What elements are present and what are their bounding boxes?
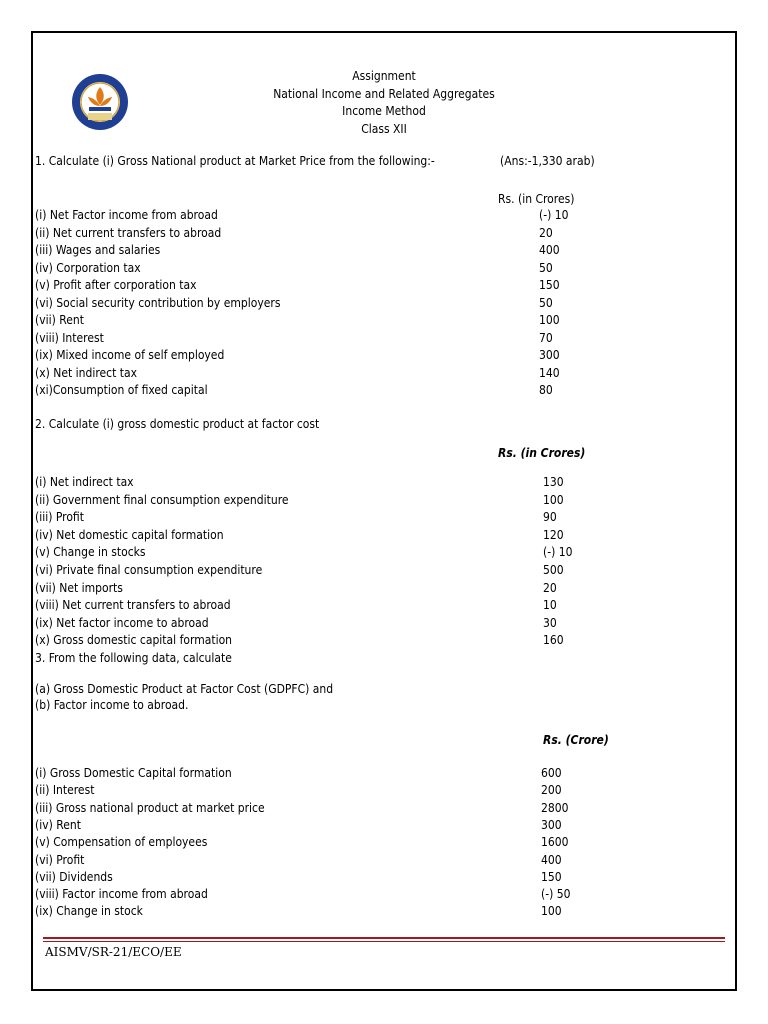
q1-answer: (Ans:-1,330 arab) — [500, 154, 595, 168]
q3-item-label: (vi) Profit — [35, 852, 85, 867]
q3-item-label: (ii) Interest — [35, 783, 95, 798]
q2-item-value: 20 — [543, 580, 557, 595]
q1-item-value: 400 — [539, 243, 560, 257]
q3-item-value: 1600 — [541, 835, 569, 850]
q3-item-label: (ix) Change in stock — [35, 904, 143, 919]
q3-item-value: 400 — [541, 852, 562, 867]
q2-item-value: 130 — [543, 475, 564, 489]
q3-item-value: 200 — [541, 783, 562, 798]
q3-item-value: 2800 — [541, 800, 569, 815]
q2-item-label: (v) Change in stocks — [35, 545, 146, 560]
q2-item-label: (viii) Net current transfers to abroad — [35, 598, 231, 613]
header-line-class: Class XII — [361, 121, 407, 136]
q1-item-value: 70 — [539, 330, 553, 345]
q3-item-label: (vii) Dividends — [35, 869, 113, 884]
q2-item-label: (i) Net indirect tax — [35, 475, 134, 489]
q1-item-value: (-) 10 — [539, 208, 569, 222]
q1-item-label: (v) Profit after corporation tax — [35, 278, 197, 292]
q2-item-label: (iii) Profit — [35, 510, 84, 525]
q3-part-b: (b) Factor income to abroad. — [35, 698, 189, 712]
q2-item-value: 10 — [543, 598, 557, 613]
q3-item-label: (v) Compensation of employees — [35, 835, 208, 850]
q1-item-value: 150 — [539, 278, 560, 292]
q1-item-label: (iii) Wages and salaries — [35, 243, 161, 257]
q1-unit: Rs. (in Crores) — [498, 192, 575, 206]
q1-item-value: 80 — [539, 383, 553, 397]
document-page — [31, 31, 737, 991]
q3-item-label: (iv) Rent — [35, 817, 81, 832]
q1-item-label: (xi)Consumption of fixed capital — [35, 383, 208, 397]
q1-item-value: 100 — [539, 313, 560, 327]
q1-item-label: (i) Net Factor income from abroad — [35, 208, 218, 222]
q3-item-value: 150 — [541, 869, 562, 884]
footer-rule-thin — [43, 941, 725, 942]
q1-item-value: 140 — [539, 365, 560, 380]
q2-item-value: (-) 10 — [543, 545, 573, 560]
q2-item-label: (ix) Net factor income to abroad — [35, 615, 209, 630]
q1-item-label: (vi) Social security contribution by employers — [35, 295, 281, 310]
q2-item-label: (iv) Net domestic capital formation — [35, 527, 224, 542]
q2-item-value: 160 — [543, 633, 564, 648]
q2-item-value: 30 — [543, 615, 557, 630]
document-header — [33, 68, 735, 138]
q1-item-label: (ii) Net current transfers to abroad — [35, 225, 222, 240]
q2-item-label: (vi) Private final consumption expenditure — [35, 563, 263, 577]
q3-unit: Rs. (Crore) — [543, 733, 609, 747]
q3-item-label: (iii) Gross national product at market price — [35, 800, 265, 815]
q1-item-label: (x) Net indirect tax — [35, 365, 137, 380]
footer-rule — [43, 937, 725, 939]
q2-item-label: (x) Gross domestic capital formation — [35, 633, 233, 648]
q3-item-label: (i) Gross Domestic Capital formation — [35, 766, 232, 780]
footer-code: AISMV/SR-21/ECO/EE — [45, 945, 182, 959]
q3-title: 3. From the following data, calculate — [35, 651, 232, 665]
q3-item-value: 300 — [541, 817, 562, 832]
q2-item-value: 100 — [543, 492, 564, 507]
q1-item-value: 50 — [539, 295, 553, 310]
q1-item-label: (ix) Mixed income of self employed — [35, 348, 225, 362]
q1-title: 1. Calculate (i) Gross National product at Market Price from the following:- — [35, 154, 435, 168]
q1-item-label: (viii) Interest — [35, 330, 104, 345]
q1-item-label: (iv) Corporation tax — [35, 260, 141, 275]
q1-item-value: 50 — [539, 260, 553, 275]
header-line-assignment: Assignment — [352, 69, 416, 83]
q3-item-label: (viii) Factor income from abroad — [35, 887, 208, 902]
q2-item-label: (vii) Net imports — [35, 580, 123, 595]
q2-item-value: 120 — [543, 527, 564, 542]
q1-item-label: (vii) Rent — [35, 313, 84, 327]
q2-item-value: 90 — [543, 510, 557, 525]
q1-item-value: 300 — [539, 348, 560, 362]
q2-item-value: 500 — [543, 563, 564, 577]
q2-title: 2. Calculate (i) gross domestic product at factor cost — [35, 417, 320, 431]
q3-item-value: 600 — [541, 766, 562, 780]
q3-item-value: 100 — [541, 904, 562, 919]
q3-part-a: (a) Gross Domestic Product at Factor Cost (GDPFC) and — [35, 682, 334, 696]
q2-unit: Rs. (in Crores) — [498, 446, 586, 460]
q3-item-value: (-) 50 — [541, 887, 571, 902]
q1-item-value: 20 — [539, 225, 553, 240]
header-line-topic: National Income and Related Aggregates — [273, 86, 495, 101]
q2-item-label: (ii) Government final consumption expenditure — [35, 492, 289, 507]
header-line-method: Income Method — [342, 104, 426, 118]
